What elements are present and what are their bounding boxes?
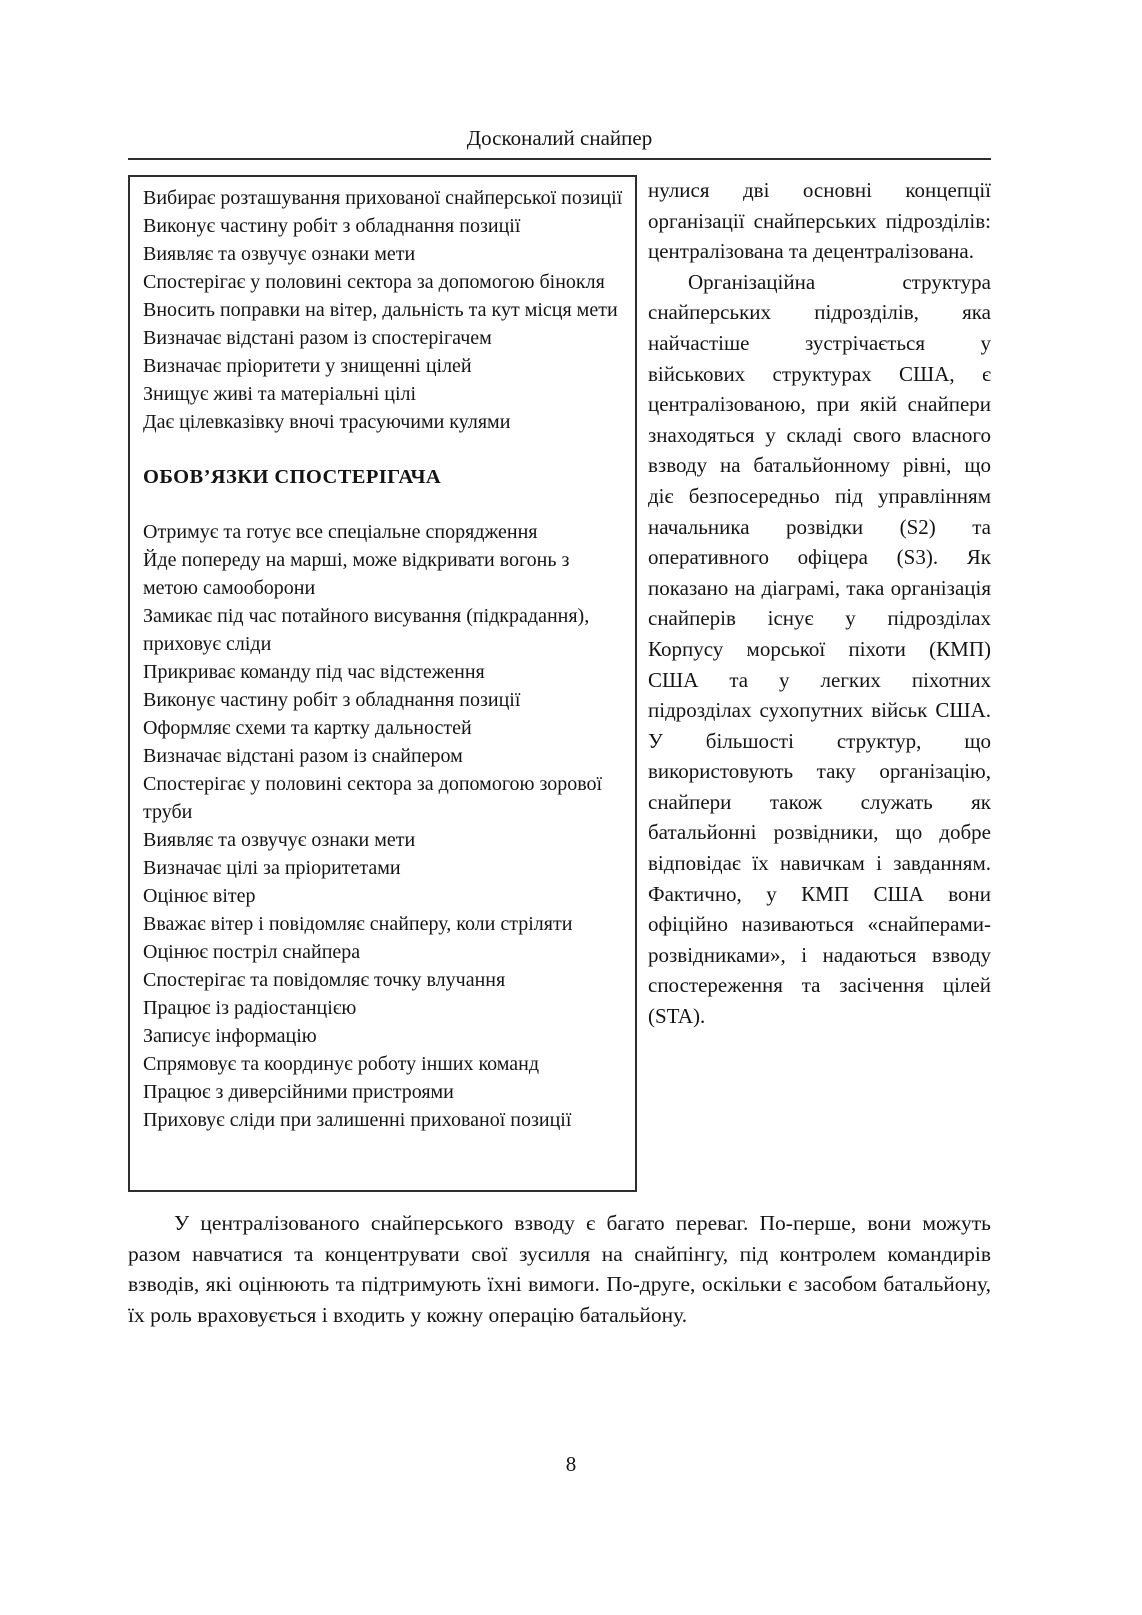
- duty-item: Виявляє та озвучує ознаки мети: [143, 829, 416, 851]
- duty-item: Спостерігає у половині сектора за допомогою бінокля: [143, 271, 605, 293]
- duty-item: Визначає відстані разом із спостерігачем: [143, 327, 492, 349]
- duty-item: Прикриває команду під час відстеження: [143, 661, 485, 683]
- duty-item: Визначає відстані разом із снайпером: [143, 745, 463, 767]
- duty-item: Отримує та готує все спеціальне спорядження: [143, 521, 538, 543]
- duty-item: Виявляє та озвучує ознаки мети: [143, 243, 416, 265]
- duty-item: Вважає вітер і повідомляє снайперу, коли стріляти: [143, 913, 573, 935]
- duty-item: Виконує частину робіт з обладнання позиції: [143, 215, 521, 237]
- duty-item: Спостерігає та повідомляє точку влучання: [143, 969, 506, 991]
- duty-item: Вносить поправки на вітер, дальність та кут місця мети: [143, 299, 618, 321]
- observer-duties-heading: ОБОВ’ЯЗКИ СПОСТЕРІГАЧА: [143, 466, 442, 488]
- duties-box: [128, 175, 637, 1192]
- header-rule: [128, 158, 991, 160]
- page-number: 8: [565, 1452, 577, 1476]
- duty-item: Оцінює постріл снайпера: [143, 941, 361, 963]
- duty-item: Знищує живі та матеріальні цілі: [143, 383, 417, 405]
- right-text-column: [648, 175, 991, 1032]
- bottom-paragraph: У централізованого снайперського взводу є багато переваг. По-перше, вони можуть разом навчатися та концентрувати свої зусилля на снайпінгу, під контролем командирів взводів, які оцінюють та підтримують їхні вимоги. По-друге, оскільки є засобом батальйону, їх роль враховується і входить у кожну операцію батальйону.: [128, 1211, 991, 1327]
- duty-item: Працює із радіостанцією: [143, 997, 357, 1019]
- duty-item: Визначає цілі за пріоритетами: [143, 857, 401, 879]
- page-title: Досконалий снайпер: [466, 126, 653, 150]
- duty-item: Приховує сліди при залишенні прихованої позиції: [143, 1109, 572, 1131]
- duty-item: Замикає під час потайного висування (підкрадання), приховує сліди: [143, 605, 590, 655]
- duty-item: Йде попереду на марші, може відкривати вогонь з метою самооборони: [143, 549, 570, 599]
- body-paragraph: Організаційна структура снайперських підрозділів, яка найчастіше зустрічається у військових структурах США, є централізованою, при якій снайпери знаходяться у складі свого власного взводу на батальйонному рівні, що діє безпосередньо під управлінням начальника розвідки (S2) та оперативного офіцера (S3). Як показано на діаграмі, така організація снайперів існує у підрозділах Корпусу морської піхоти (КМП) США та у легких піхотних підрозділах сухопутних військ США. У більшості структур, що використовують таку організацію, снайпери також служать як батальйонні розвідники, що добре відповідає їх навичкам і завданням. Фактично, у КМП США вони офіційно називаються «снайперами-розвідниками», і надаються взводу спостереження та засічення цілей (STA).: [648, 269, 991, 1029]
- duty-item: Визначає пріоритети у знищенні цілей: [143, 355, 472, 377]
- body-paragraph: нулися дві основні концепції організації снайперських підрозділів: централізована та децентралізована.: [648, 178, 991, 264]
- duty-item: Оцінює вітер: [143, 885, 256, 907]
- two-column-layout: [128, 175, 991, 1192]
- duty-item: Вибирає розташування прихованої снайперської позиції: [143, 187, 623, 209]
- duty-item: Спостерігає у половині сектора за допомогою зорової труби: [143, 773, 603, 823]
- duty-item: Записує інформацію: [143, 1025, 317, 1047]
- duty-item: Виконує частину робіт з обладнання позиції: [143, 689, 521, 711]
- duty-item: Оформляє схеми та картку дальностей: [143, 717, 472, 739]
- duty-item: Дає цілевказівку вночі трасуючими кулями: [143, 411, 511, 433]
- duty-item: Спрямовує та координує роботу інших команд: [143, 1053, 540, 1075]
- duty-item: Працює з диверсійними пристроями: [143, 1081, 454, 1103]
